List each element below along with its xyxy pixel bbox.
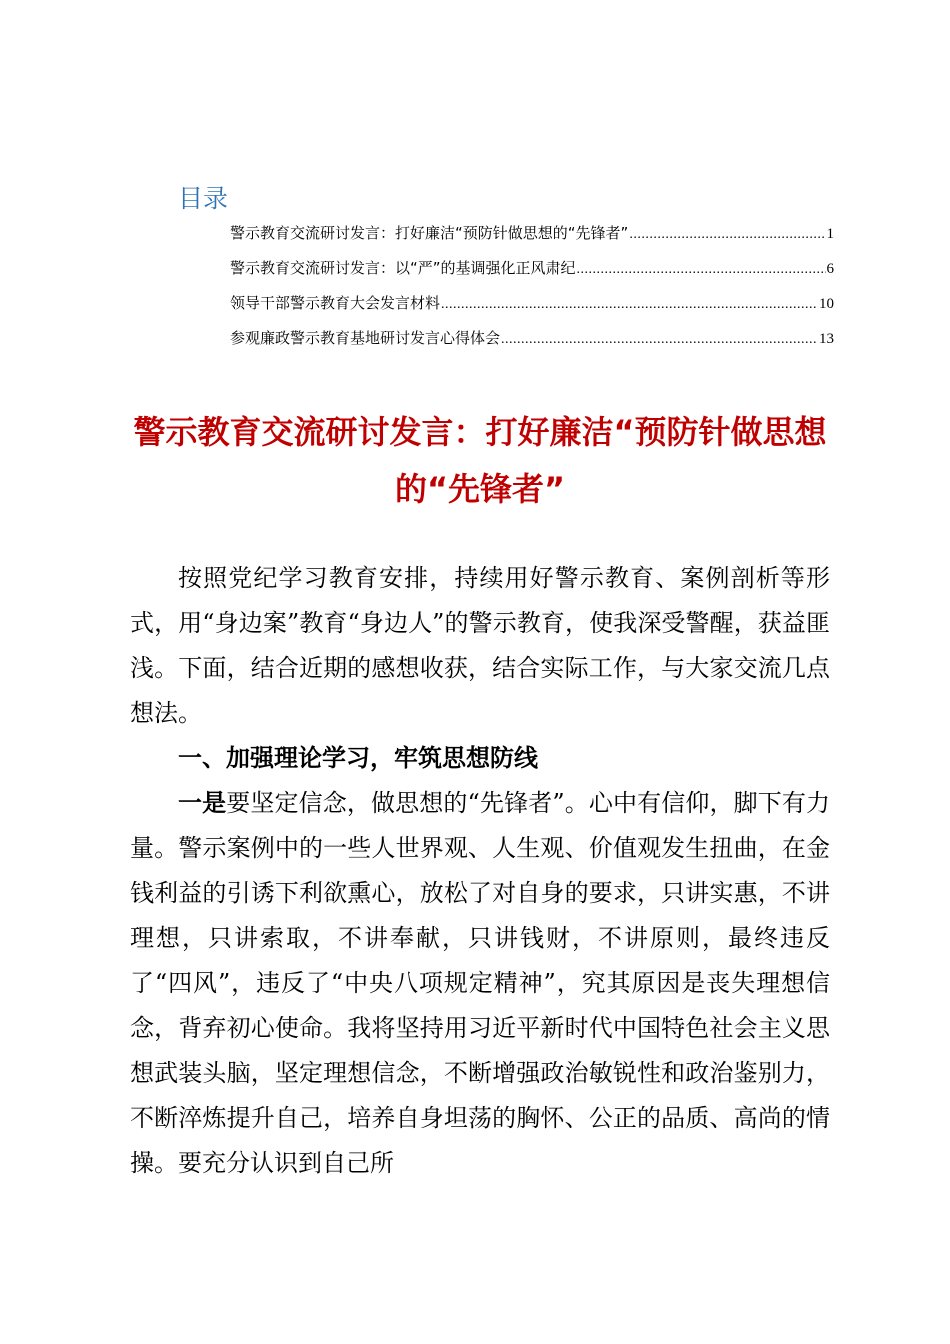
toc-entry[interactable] [230, 292, 834, 327]
toc-entry-title: 领导干部警示教育大会发言材料 [230, 294, 441, 312]
toc-entry-page: 13 [819, 331, 834, 347]
toc-entry-page: 1 [826, 226, 834, 242]
toc-leader-dots [577, 262, 826, 278]
body-paragraph [130, 781, 830, 1186]
section-heading: 一、加强理论学习，牢筑思想防线 [178, 744, 538, 772]
document-title: 警示教育交流研讨发言：打好廉洁“预防针做思想的“先锋者” [133, 413, 827, 508]
toc-entry[interactable] [230, 222, 834, 257]
intro-paragraph: 按照党纪学习教育安排，持续用好警示教育、案例剖析等形式，用“身边案”教育“身边人”的警示教育，使我深受警醒，获益匪浅。下面，结合近期的感想收获，结合实际工作，与大家交流几点想法。 [130, 564, 830, 727]
toc-entry[interactable] [230, 327, 834, 362]
paragraph-lead: 一是 [178, 789, 227, 817]
toc-entry-title: 参观廉政警示教育基地研讨发言心得体会 [230, 329, 501, 347]
toc-entry-page: 6 [826, 261, 834, 277]
toc-heading: 目录 [178, 184, 229, 213]
table-of-contents [230, 222, 834, 362]
paragraph-body: 要坚定信念，做思想的“先锋者”。心中有信仰，脚下有力量。警示案例中的一些人世界观、人生观、价值观发生扭曲，在金钱利益的引诱下利欲熏心，放松了对自身的要求，只讲实惠，不讲理想，只讲索取，不讲奉献，只讲钱财，不讲原则，最终违反了“四风”，违反了“中央八项规定精神”，究其原因是丧失理想信念，背弃初心使命。我将坚持用习近平新时代中国特色社会主义思想武装头脑，坚定理想信念，不断增强政治敏锐性和政治鉴别力，不断淬炼提升自己，培养自身坦荡的胸怀、公正的品质、高尚的情操。要充分认识到自己所 [130, 789, 831, 1177]
toc-leader-dots [629, 227, 825, 243]
toc-leader-dots [441, 297, 818, 313]
toc-entry-title: 警示教育交流研讨发言：以“严”的基调强化正风肃纪 [230, 259, 576, 277]
toc-entry[interactable] [230, 257, 834, 292]
toc-entry-page: 10 [819, 296, 834, 312]
toc-leader-dots [501, 332, 818, 348]
toc-entry-title: 警示教育交流研讨发言：打好廉洁“预防针做思想的“先锋者” [230, 224, 629, 242]
